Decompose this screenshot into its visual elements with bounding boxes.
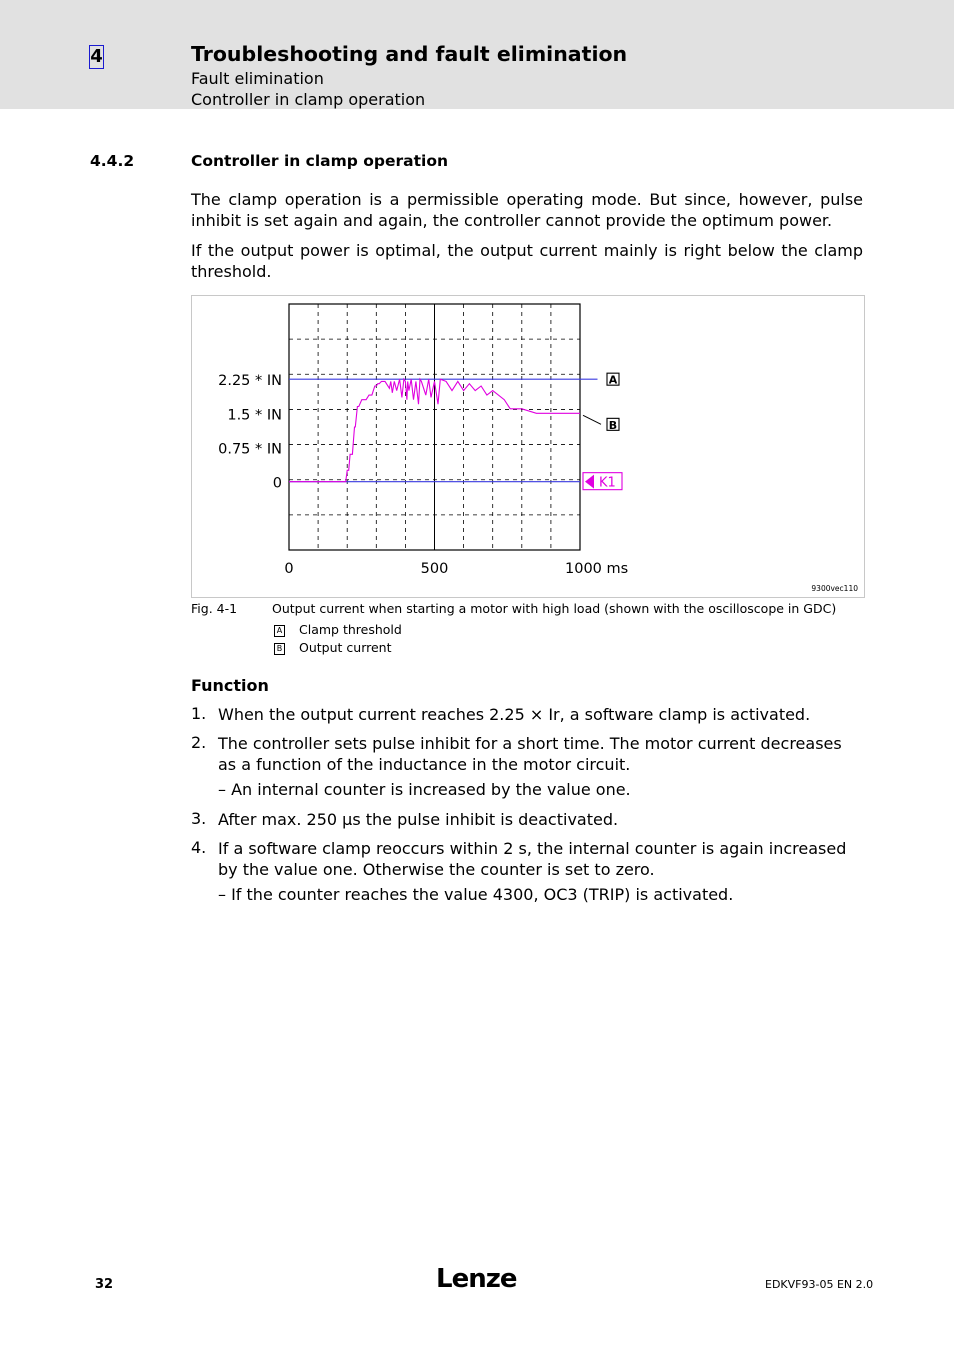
paragraph-2: If the output power is optimal, the output current mainly is right below the clamp threshold.	[191, 241, 863, 281]
y-tick-label: 0	[272, 475, 282, 492]
k1-marker-label: K1	[599, 475, 616, 491]
document-id: EDKVF93-05 EN 2.0	[765, 1278, 874, 1291]
legend-item-clamp-threshold	[274, 622, 402, 637]
list-item-number: 1.	[191, 704, 207, 723]
paragraph-1: The clamp operation is a permissible operating mode. But since, however, pulse inhibit is set again and again, the controller cannot provide the optimum power.	[191, 190, 863, 230]
header-subtitle-1: Fault elimination	[191, 69, 324, 88]
legend-key-a: A	[274, 625, 285, 637]
oscilloscope-figure	[191, 295, 865, 598]
list-item-number: 4.	[191, 838, 207, 857]
callout-b-label: B	[608, 418, 618, 432]
x-tick-label: 1000 ms	[565, 561, 629, 577]
y-tick-label: 0.75 * IN	[218, 441, 282, 458]
header-subtitle-2: Controller in clamp operation	[191, 90, 426, 109]
list-item-subtext: – If the counter reaches the value 4300, OC3 (TRIP) is activated.	[218, 885, 734, 904]
section-title: Controller in clamp operation	[191, 152, 449, 170]
list-item-text: If a software clamp reoccurs within 2 s, the internal counter is again increased by the value one. Otherwise the counter is set to zero.	[218, 839, 847, 879]
oscilloscope-chart	[192, 296, 864, 597]
legend-item-output-current	[274, 640, 392, 655]
list-item-number: 3.	[191, 809, 207, 828]
list-item-subtext: – An internal counter is increased by the value one.	[218, 780, 631, 799]
chapter-title: Troubleshooting and fault elimination	[191, 42, 628, 66]
section-number: 4.4.2	[90, 152, 135, 170]
chapter-number: 4	[90, 46, 103, 67]
page-header	[0, 0, 954, 109]
legend-text-a: Clamp threshold	[299, 622, 402, 637]
list-item-text: After max. 250 µs the pulse inhibit is deactivated.	[218, 810, 619, 829]
x-tick-label: 500	[420, 561, 449, 577]
callout-a-label: A	[608, 373, 618, 387]
list-item-text: When the output current reaches 2.25 × Ir, a software clamp is activated.	[218, 705, 811, 724]
callout-b-leader	[583, 415, 601, 424]
lenze-logo: Lenze	[436, 1264, 517, 1294]
legend-key-b: B	[274, 643, 285, 655]
y-tick-label: 1.5 * IN	[227, 407, 282, 424]
figure-image-id: 9300vec110	[811, 584, 858, 593]
figure-caption: Output current when starting a motor with high load (shown with the oscilloscope in GDC)	[272, 601, 837, 616]
page-number: 32	[95, 1277, 114, 1292]
legend-text-b: Output current	[299, 640, 392, 655]
y-tick-label: 2.25 * IN	[218, 373, 282, 390]
figure-label: Fig. 4-1	[191, 601, 238, 616]
function-heading: Function	[191, 676, 269, 695]
x-tick-label: 0	[284, 561, 294, 577]
list-item-number: 2.	[191, 733, 207, 752]
list-item-text: The controller sets pulse inhibit for a short time. The motor current decreases as a function of the inductance in the motor circuit.	[218, 734, 842, 774]
